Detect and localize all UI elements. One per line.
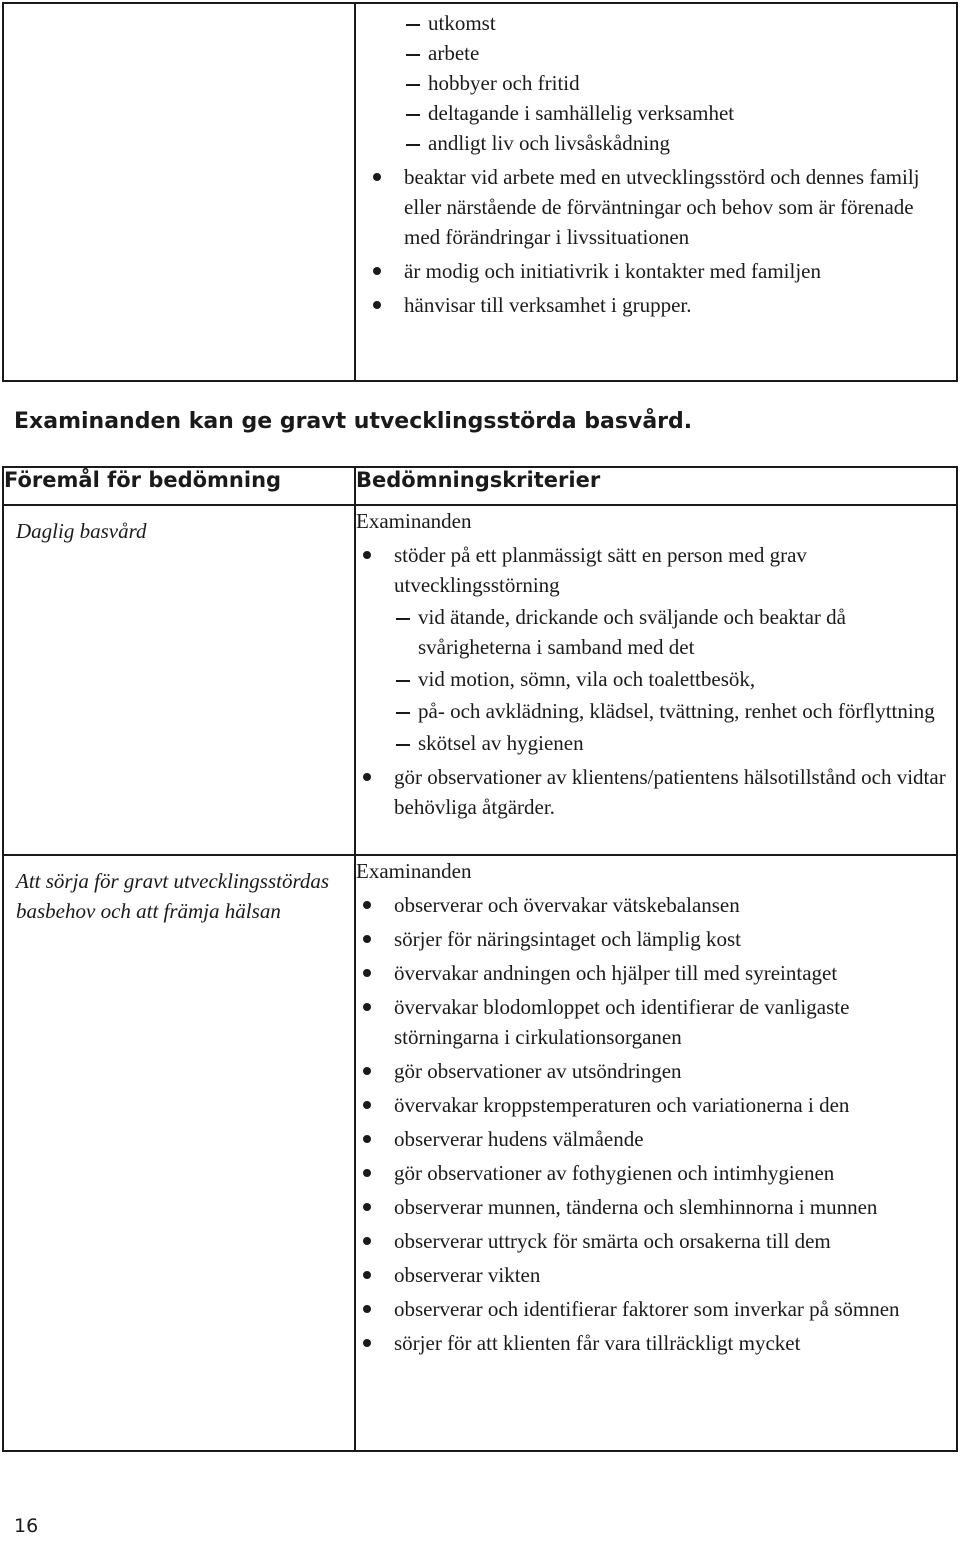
dash-item: vid ätande, drickande och sväljande och beaktar då svårigheterna i samband med det bbox=[356, 602, 956, 662]
dash-item: vid motion, sömn, vila och toalettbesök, bbox=[356, 664, 956, 694]
bullet-item: är modig och initiativrik i kontakter med familjen bbox=[366, 256, 946, 286]
dash-item: deltagande i samhällelig verksamhet bbox=[366, 98, 946, 128]
bullet-item: hänvisar till verksamhet i grupper. bbox=[366, 290, 946, 320]
bullet-item: stöder på ett planmässigt sätt en person med grav utvecklingsstörning bbox=[356, 540, 956, 600]
bullet-item: gör observationer av utsöndringen bbox=[356, 1056, 956, 1086]
subject-text: Att sörja för gravt utvecklingsstördas basbehov och att främja hälsan bbox=[16, 869, 330, 923]
bullet-item: gör observationer av klientens/patientens hälsotillstånd och vidtar behövliga åtgärder. bbox=[356, 762, 956, 822]
criteria-cell bbox=[355, 855, 957, 1451]
bullet-item: övervakar andningen och hjälper till med syreintaget bbox=[356, 958, 956, 988]
criteria-intro: Examinanden bbox=[356, 859, 472, 883]
subject-cell bbox=[3, 855, 355, 1451]
top-left-cell bbox=[3, 3, 355, 381]
bullet-item: beaktar vid arbete med en utvecklingsstörd och dennes familj eller närstående de förväntningar och behov som är förenade med förändringar i livssituationen bbox=[366, 162, 946, 252]
criteria-list bbox=[356, 540, 956, 822]
top-criteria-table bbox=[2, 2, 958, 382]
bullet-item: övervakar blodomloppet och identifierar de vanligaste störningarna i cirkulationsorganen bbox=[356, 992, 956, 1052]
dash-item: skötsel av hygienen bbox=[356, 728, 956, 758]
dash-item: hobbyer och fritid bbox=[366, 68, 946, 98]
dash-item: på- och avklädning, klädsel, tvättning, renhet och förflyttning bbox=[356, 696, 956, 726]
header-row bbox=[3, 467, 957, 505]
bullet-item: sörjer för att klienten får vara tillräckligt mycket bbox=[356, 1328, 956, 1358]
bullet-item: observerar munnen, tänderna och slemhinnorna i munnen bbox=[356, 1192, 956, 1222]
bullet-item: övervakar kroppstemperaturen och variationerna i den bbox=[356, 1090, 956, 1120]
table-row bbox=[3, 505, 957, 855]
criteria-cell bbox=[355, 505, 957, 855]
bullet-item: observerar vikten bbox=[356, 1260, 956, 1290]
dash-item: arbete bbox=[366, 38, 946, 68]
assessment-table bbox=[2, 466, 958, 1452]
bullet-item: observerar uttryck för smärta och orsakerna till dem bbox=[356, 1226, 956, 1256]
column-header-subject: Föremål för bedömning bbox=[3, 467, 355, 505]
bullet-item: observerar och övervakar vätskebalansen bbox=[356, 890, 956, 920]
bullet-item: sörjer för näringsintaget och lämplig kost bbox=[356, 924, 956, 954]
section-heading: Examinanden kan ge gravt utvecklingsstörda basvård. bbox=[14, 409, 693, 434]
table-row bbox=[3, 855, 957, 1451]
subject-cell bbox=[3, 505, 355, 855]
bullet-item: observerar hudens välmående bbox=[356, 1124, 956, 1154]
column-header-criteria: Bedömningskriterier bbox=[355, 467, 957, 505]
criteria-intro: Examinanden bbox=[356, 509, 472, 533]
dash-item: andligt liv och livsåskådning bbox=[366, 128, 946, 158]
top-right-cell bbox=[355, 3, 957, 381]
page-number: 16 bbox=[14, 1515, 39, 1537]
bullet-item: gör observationer av fothygienen och intimhygienen bbox=[356, 1158, 956, 1188]
subject-text: Daglig basvård bbox=[16, 519, 147, 543]
dash-item: utkomst bbox=[366, 8, 946, 38]
top-list bbox=[366, 8, 946, 320]
criteria-list bbox=[356, 890, 956, 1358]
bullet-item: observerar och identifierar faktorer som inverkar på sömnen bbox=[356, 1294, 956, 1324]
